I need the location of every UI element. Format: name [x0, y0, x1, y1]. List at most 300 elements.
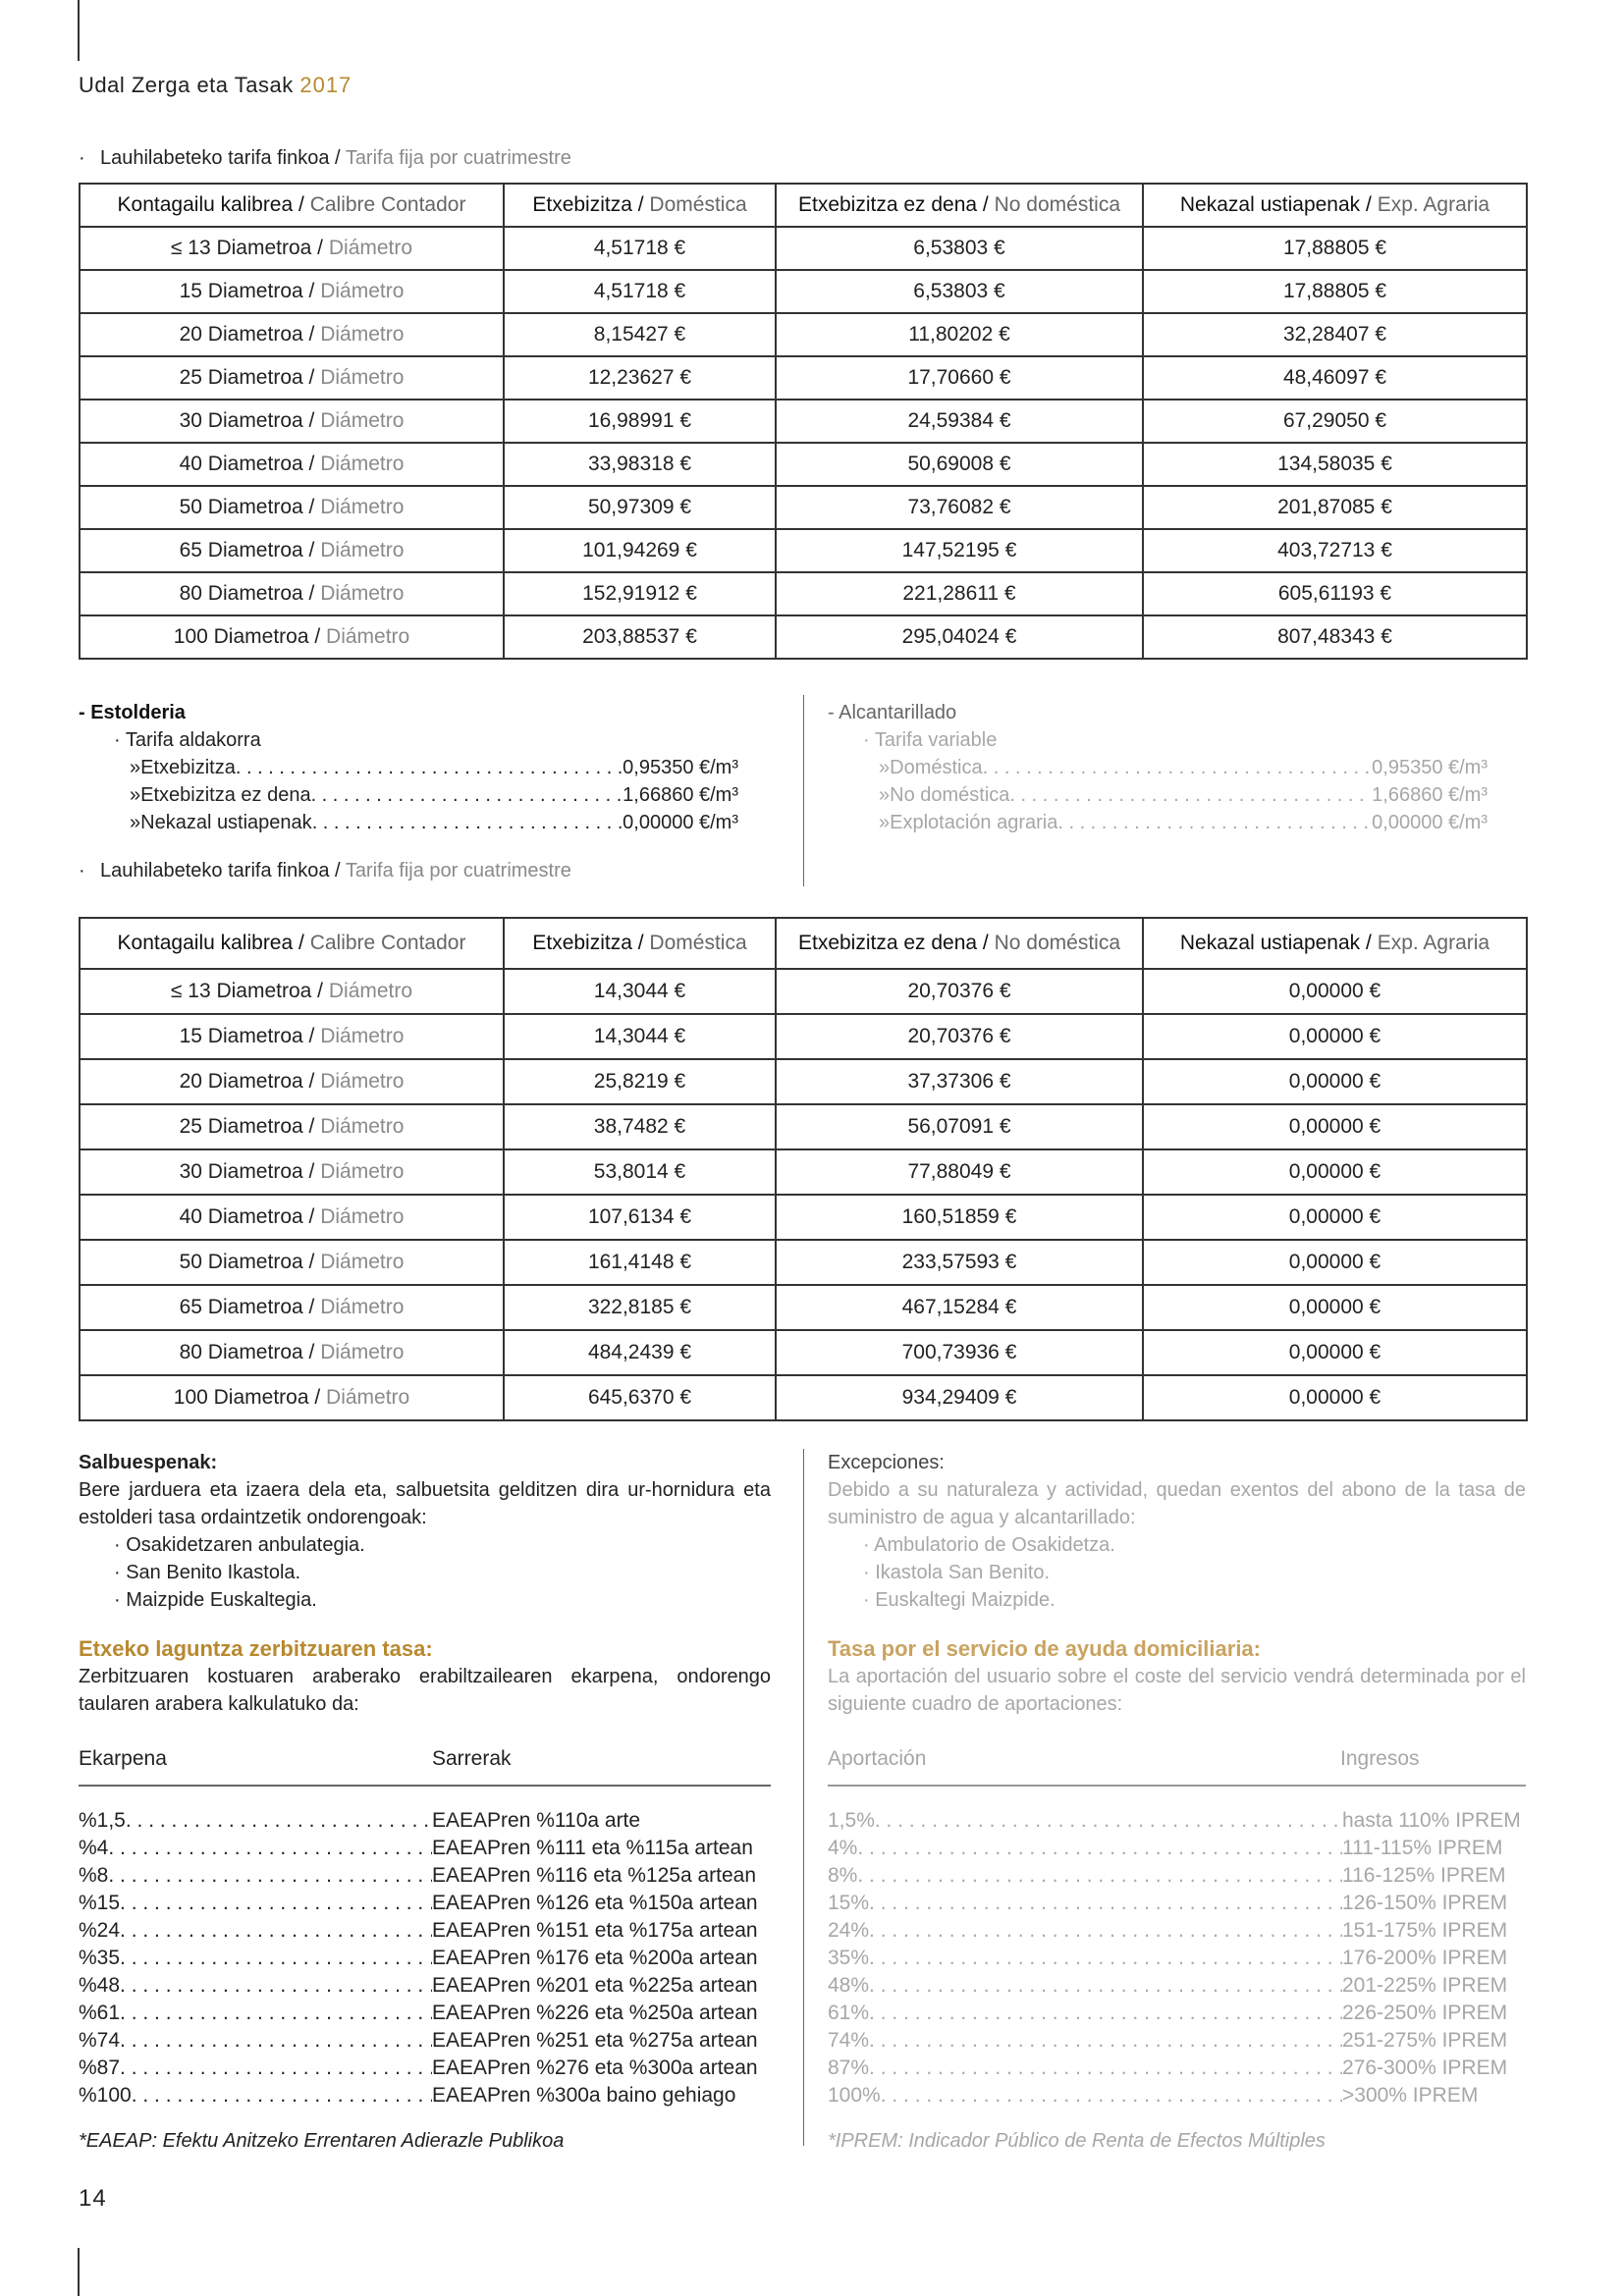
- column-header: Etxebizitza ez dena / No doméstica: [776, 184, 1143, 227]
- price-cell-agr: 0,00000 €: [1143, 1375, 1527, 1420]
- price-cell-nodom: 24,59384 €: [776, 400, 1143, 443]
- table-row: [80, 1375, 1527, 1420]
- rate-label: Etxebizitza: [140, 757, 236, 778]
- price-cell-dom: 203,88537 €: [504, 615, 776, 659]
- contribution-row: [79, 1890, 771, 1917]
- price-cell-nodom: 37,37306 €: [776, 1059, 1143, 1104]
- column-header-eu: Etxebizitza: [532, 193, 632, 216]
- list-item-text: Maizpide Euskaltegia.: [126, 1589, 317, 1611]
- price-cell-agr: 17,88805 €: [1143, 227, 1527, 270]
- dot-leader: [132, 2082, 432, 2109]
- price-cell-nodom: 221,28611 €: [776, 572, 1143, 615]
- chevron-icon: »: [879, 784, 891, 806]
- price-cell-dom: 53,8014 €: [504, 1149, 776, 1195]
- price-cell-agr: 0,00000 €: [1143, 969, 1527, 1014]
- income-range: hasta 110% IPREM: [1342, 1809, 1521, 1832]
- contribution-pct-wrap: [828, 2027, 1342, 2055]
- diameter-eu: 25 Diametroa: [179, 1115, 303, 1138]
- rate-item: [114, 781, 738, 809]
- list-item: [863, 1586, 1526, 1614]
- contribution-list-eu: [79, 1807, 771, 2109]
- list-item: [114, 1559, 771, 1586]
- diameter-eu: 30 Diametroa: [179, 1160, 303, 1183]
- diameter-cell: 20 Diametroa / Diámetro: [80, 313, 504, 356]
- contribution-pct-wrap: [828, 2055, 1342, 2082]
- diameter-cell: 100 Diametroa / Diámetro: [80, 615, 504, 659]
- dot-leader: [312, 809, 623, 836]
- price-cell-dom: 38,7482 €: [504, 1104, 776, 1149]
- rate-value: 1,66860 €/m³: [623, 784, 738, 806]
- price-cell-dom: 107,6134 €: [504, 1195, 776, 1240]
- table-header-row: [80, 184, 1527, 227]
- contribution-pct: %15: [79, 1892, 121, 1914]
- price-cell-agr: 0,00000 €: [1143, 1059, 1527, 1104]
- contribution-row: [828, 1807, 1526, 1835]
- income-range: EAEAPren %151 eta %175a artean: [432, 1919, 758, 1942]
- table-row: [80, 969, 1527, 1014]
- dot-leader: [120, 2055, 432, 2082]
- list-item-text: Ikastola San Benito.: [875, 1562, 1051, 1583]
- column-header: Etxebizitza / Doméstica: [504, 918, 776, 969]
- column-header: Nekazal ustiapenak / Exp. Agraria: [1143, 184, 1527, 227]
- contribution-pct: %4: [79, 1837, 109, 1859]
- bullet-icon: ·: [863, 1534, 875, 1556]
- diameter-cell: 50 Diametroa / Diámetro: [80, 486, 504, 529]
- diameter-eu: 50 Diametroa: [179, 496, 303, 518]
- price-cell-nodom: 160,51859 €: [776, 1195, 1143, 1240]
- divider: [828, 1785, 1526, 1787]
- table-row: [80, 1059, 1527, 1104]
- diameter-es: Diámetro: [320, 1160, 405, 1183]
- home-help-es-text: La aportación del usuario sobre el coste del servicio vendrá determinada por el siguiente cuadro de aportaciones:: [828, 1666, 1526, 1715]
- price-cell-nodom: 700,73936 €: [776, 1330, 1143, 1375]
- column-header-eu: Nekazal ustiapenak: [1179, 193, 1361, 216]
- exemptions-es-text: Debido a su naturaleza y actividad, quedan exentos del abono de la tasa de suministro de agua y alcantarillado:: [828, 1479, 1526, 1528]
- column-header-es: Doméstica: [649, 932, 747, 954]
- dot-leader: [869, 1945, 1342, 1972]
- price-cell-agr: 48,46097 €: [1143, 356, 1527, 400]
- price-cell-nodom: 934,29409 €: [776, 1375, 1143, 1420]
- price-cell-agr: 0,00000 €: [1143, 1195, 1527, 1240]
- table-row: [80, 1240, 1527, 1285]
- tariff2-table: [79, 917, 1528, 1421]
- diameter-eu: 30 Diametroa: [179, 409, 303, 432]
- table-row: [80, 227, 1527, 270]
- price-cell-nodom: 17,70660 €: [776, 356, 1143, 400]
- income-col-header-eu: Sarrerak: [432, 1747, 512, 1770]
- diameter-es: Diámetro: [320, 1070, 405, 1093]
- diameter-eu: 40 Diametroa: [179, 453, 303, 475]
- price-cell-dom: 8,15427 €: [504, 313, 776, 356]
- diameter-cell: 30 Diametroa / Diámetro: [80, 400, 504, 443]
- footnote-eu: *EAEAP: Efektu Anitzeko Errentaren Adierazle Publikoa: [79, 2130, 565, 2152]
- column-header-eu: Kontagailu kalibrea: [117, 932, 294, 954]
- column-header: Etxebizitza / Doméstica: [504, 184, 776, 227]
- contribution-row: [79, 2055, 771, 2082]
- chevron-icon: »: [130, 812, 141, 833]
- diameter-es: Diámetro: [320, 1205, 405, 1228]
- diameter-cell: 40 Diametroa / Diámetro: [80, 1195, 504, 1240]
- diameter-eu: 20 Diametroa: [179, 1070, 303, 1093]
- price-cell-dom: 14,3044 €: [504, 969, 776, 1014]
- contribution-pct-wrap: [828, 1862, 1342, 1890]
- dot-leader: [869, 1917, 1342, 1945]
- contribution-pct: %8: [79, 1864, 109, 1887]
- column-header: Kontagailu kalibrea / Calibre Contador: [80, 184, 504, 227]
- diameter-es: Diámetro: [320, 1115, 405, 1138]
- list-item: [863, 1531, 1526, 1559]
- income-range: EAEAPren %276 eta %300a artean: [432, 2056, 758, 2079]
- income-range: 126-150% IPREM: [1342, 1892, 1508, 1914]
- income-range: EAEAPren %201 eta %225a artean: [432, 1974, 758, 1997]
- column-header-es: Exp. Agraria: [1377, 193, 1490, 216]
- list-item-text: San Benito Ikastola.: [126, 1562, 301, 1583]
- price-cell-agr: 0,00000 €: [1143, 1330, 1527, 1375]
- bullet-icon: ·: [79, 860, 85, 881]
- diameter-es: Diámetro: [320, 1296, 405, 1318]
- contribution-pct: %48: [79, 1974, 121, 1997]
- income-range: 276-300% IPREM: [1342, 2056, 1508, 2079]
- contribution-row: [828, 1862, 1526, 1890]
- income-range: EAEAPren %176 eta %200a artean: [432, 1947, 758, 1969]
- income-range: EAEAPren %126 eta %150a artean: [432, 1892, 758, 1914]
- price-cell-agr: 403,72713 €: [1143, 529, 1527, 572]
- diameter-cell: 20 Diametroa / Diámetro: [80, 1059, 504, 1104]
- contribution-row: [828, 2027, 1526, 2055]
- price-cell-nodom: 6,53803 €: [776, 227, 1143, 270]
- dot-leader: [869, 2027, 1342, 2055]
- bullet-icon: ·: [114, 1589, 127, 1611]
- contribution-row: [79, 1862, 771, 1890]
- contribution-pct-wrap: [79, 1917, 432, 1945]
- income-range: 201-225% IPREM: [1342, 1974, 1508, 1997]
- rate-item: [863, 781, 1488, 809]
- home-help-eu-title: Etxeko laguntza zerbitzuaren tasa:: [79, 1636, 433, 1661]
- price-cell-dom: 645,6370 €: [504, 1375, 776, 1420]
- income-range: 116-125% IPREM: [1342, 1864, 1506, 1887]
- diameter-eu: 50 Diametroa: [179, 1251, 303, 1273]
- diameter-eu: 20 Diametroa: [179, 323, 303, 346]
- exemptions-eu-title: Salbuespenak:: [79, 1452, 218, 1473]
- contribution-row: [828, 1945, 1526, 1972]
- dot-leader: [869, 1890, 1342, 1917]
- price-cell-agr: 32,28407 €: [1143, 313, 1527, 356]
- diameter-cell: 40 Diametroa / Diámetro: [80, 443, 504, 486]
- home-help-eu: [79, 1635, 771, 1718]
- chevron-icon: »: [879, 757, 891, 778]
- table-row: [80, 270, 1527, 313]
- page-header: [79, 73, 352, 98]
- column-header-es: Calibre Contador: [309, 932, 466, 954]
- diameter-es: Diámetro: [328, 980, 413, 1002]
- diameter-cell: 15 Diametroa / Diámetro: [80, 270, 504, 313]
- rate-item: [114, 754, 738, 781]
- bullet-icon: ·: [863, 1562, 876, 1583]
- contribution-pct-wrap: [79, 2027, 432, 2055]
- diameter-es: Diámetro: [320, 1251, 405, 1273]
- contribution-pct: 1,5%: [828, 1809, 875, 1832]
- sewer-eu: [79, 699, 756, 836]
- column-header-eu: Etxebizitza ez dena: [797, 932, 978, 954]
- price-cell-agr: 17,88805 €: [1143, 270, 1527, 313]
- dot-leader: [1057, 809, 1372, 836]
- diameter-cell: 65 Diametroa / Diámetro: [80, 1285, 504, 1330]
- contribution-pct-wrap: [79, 1862, 432, 1890]
- contribution-pct: %35: [79, 1947, 121, 1969]
- dot-leader: [983, 754, 1373, 781]
- price-cell-nodom: 233,57593 €: [776, 1240, 1143, 1285]
- dot-leader: [236, 754, 623, 781]
- income-range: 151-175% IPREM: [1342, 1919, 1508, 1942]
- rate-item: [863, 754, 1488, 781]
- table-row: [80, 356, 1527, 400]
- table-row: [80, 1104, 1527, 1149]
- dot-leader: [311, 781, 623, 809]
- income-range: 226-250% IPREM: [1342, 2002, 1508, 2024]
- bullet-icon: ·: [863, 1589, 876, 1611]
- diameter-es: Diámetro: [320, 496, 405, 518]
- column-separator: [803, 695, 804, 886]
- price-cell-nodom: 295,04024 €: [776, 615, 1143, 659]
- contribution-pct-wrap: [828, 2082, 1342, 2109]
- column-header-eu: Kontagailu kalibrea: [117, 193, 294, 216]
- sewer-eu-title: - Estolderia: [79, 702, 186, 723]
- price-cell-agr: 201,87085 €: [1143, 486, 1527, 529]
- bullet-icon: ·: [79, 147, 85, 169]
- income-range: EAEAPren %111 eta %115a artean: [432, 1837, 753, 1859]
- dot-leader: [869, 2055, 1342, 2082]
- dot-leader: [126, 1807, 432, 1835]
- contribution-pct: 48%: [828, 1974, 870, 1997]
- rate-label: Etxebizitza ez dena: [140, 784, 311, 806]
- price-cell-nodom: 6,53803 €: [776, 270, 1143, 313]
- rate-label: Explotación agraria: [890, 812, 1058, 833]
- income-range: 176-200% IPREM: [1342, 1947, 1508, 1969]
- price-cell-agr: 807,48343 €: [1143, 615, 1527, 659]
- dot-leader: [869, 2000, 1342, 2027]
- header-title: Udal Zerga eta Tasak: [79, 73, 294, 97]
- margin-line-top: [78, 0, 80, 61]
- sewer-eu-items: [79, 754, 756, 836]
- page-number: 14: [79, 2185, 107, 2212]
- dot-leader: [120, 2000, 432, 2027]
- contribution-row: [828, 1917, 1526, 1945]
- price-cell-dom: 25,8219 €: [504, 1059, 776, 1104]
- price-cell-dom: 33,98318 €: [504, 443, 776, 486]
- contribution-list-es: [828, 1807, 1526, 2109]
- exemptions-eu-text: Bere jarduera eta izaera dela eta, salbuetsita gelditzen dira ur-hornidura eta estolderi tasa ordaintzetik ondorengoak:: [79, 1479, 771, 1528]
- diameter-es: Diámetro: [320, 453, 405, 475]
- rate-item: [863, 809, 1488, 836]
- column-header-es: Doméstica: [649, 193, 747, 216]
- table-row: [80, 572, 1527, 615]
- sewer-es-items: [828, 754, 1505, 836]
- income-range: EAEAPren %226 eta %250a artean: [432, 2002, 758, 2024]
- contribution-pct: 87%: [828, 2056, 870, 2079]
- contribution-row: [79, 2027, 771, 2055]
- contribution-pct: %24: [79, 1919, 121, 1942]
- list-item: [114, 1586, 771, 1614]
- contribution-pct-wrap: [79, 1807, 432, 1835]
- contribution-col-header-eu: Ekarpena: [79, 1747, 167, 1770]
- contribution-pct-wrap: [828, 1917, 1342, 1945]
- diameter-eu: 15 Diametroa: [179, 280, 303, 302]
- contribution-row: [79, 1972, 771, 2000]
- price-cell-nodom: 20,70376 €: [776, 969, 1143, 1014]
- dot-leader: [857, 1835, 1342, 1862]
- contribution-row: [79, 1945, 771, 1972]
- dot-leader: [120, 1945, 432, 1972]
- diameter-es: Diámetro: [320, 1341, 405, 1363]
- column-separator: [803, 1449, 804, 2146]
- rate-label: No doméstica: [890, 784, 1010, 806]
- diameter-es: Diámetro: [328, 237, 413, 259]
- rate-value: 1,66860 €/m³: [1372, 784, 1488, 806]
- price-cell-agr: 0,00000 €: [1143, 1149, 1527, 1195]
- column-header: Nekazal ustiapenak / Exp. Agraria: [1143, 918, 1527, 969]
- table-row: [80, 486, 1527, 529]
- rate-value: 0,95350 €/m³: [1372, 757, 1488, 778]
- tariff1-table: [79, 183, 1528, 660]
- contribution-pct-wrap: [828, 1835, 1342, 1862]
- diameter-es: Diámetro: [320, 280, 405, 302]
- price-cell-agr: 605,61193 €: [1143, 572, 1527, 615]
- contribution-pct: %74: [79, 2029, 121, 2052]
- divider: [79, 1785, 771, 1787]
- diameter-cell: ≤ 13 Diametroa / Diámetro: [80, 969, 504, 1014]
- contribution-pct-wrap: [828, 1890, 1342, 1917]
- sewer-es: [828, 699, 1505, 836]
- contribution-pct: 15%: [828, 1892, 870, 1914]
- home-help-eu-text: Zerbitzuaren kostuaren araberako erabiltzailearen ekarpena, ondorengo taularen arabera kalkulatuko da:: [79, 1666, 771, 1715]
- price-cell-dom: 152,91912 €: [504, 572, 776, 615]
- diameter-eu: 65 Diametroa: [179, 1296, 303, 1318]
- column-header-eu: Nekazal ustiapenak: [1179, 932, 1361, 954]
- dot-leader: [857, 1862, 1342, 1890]
- diameter-cell: 25 Diametroa / Diámetro: [80, 1104, 504, 1149]
- diameter-eu: 65 Diametroa: [179, 539, 303, 561]
- dot-leader: [875, 1807, 1342, 1835]
- price-cell-agr: 0,00000 €: [1143, 1240, 1527, 1285]
- contribution-row: [828, 1835, 1526, 1862]
- price-cell-dom: 16,98991 €: [504, 400, 776, 443]
- diameter-es: Diámetro: [326, 1386, 410, 1409]
- price-cell-nodom: 11,80202 €: [776, 313, 1143, 356]
- diameter-eu: 100 Diametroa: [173, 1386, 309, 1409]
- price-cell-agr: 0,00000 €: [1143, 1014, 1527, 1059]
- table-row: [80, 1014, 1527, 1059]
- contribution-row: [79, 1835, 771, 1862]
- chevron-icon: »: [130, 784, 141, 806]
- dot-leader: [120, 2027, 432, 2055]
- contribution-pct: 61%: [828, 2002, 870, 2024]
- contribution-pct: 24%: [828, 1919, 870, 1942]
- rate-value: 0,95350 €/m³: [623, 757, 738, 778]
- rate-value: 0,00000 €/m³: [1372, 812, 1488, 833]
- contribution-pct: %100: [79, 2084, 132, 2107]
- contribution-pct: %61: [79, 2002, 121, 2024]
- price-cell-dom: 161,4148 €: [504, 1240, 776, 1285]
- income-col-header-es: Ingresos: [1340, 1747, 1420, 1770]
- diameter-cell: 25 Diametroa / Diámetro: [80, 356, 504, 400]
- diameter-cell: 30 Diametroa / Diámetro: [80, 1149, 504, 1195]
- dot-leader: [1009, 781, 1372, 809]
- tariff2-title: · Lauhilabeteko tarifa finkoa / Tarifa fija por cuatrimestre: [79, 860, 571, 881]
- tariff1-title: · Lauhilabeteko tarifa finkoa / Tarifa fija por cuatrimestre: [79, 147, 571, 169]
- exemptions-eu-list: [79, 1531, 771, 1614]
- list-item-text: Osakidetzaren anbulategia.: [126, 1534, 365, 1556]
- price-cell-nodom: 73,76082 €: [776, 486, 1143, 529]
- diameter-eu: 15 Diametroa: [179, 1025, 303, 1047]
- table-header-row: [80, 918, 1527, 969]
- table-row: [80, 1330, 1527, 1375]
- diameter-eu: 25 Diametroa: [179, 366, 303, 389]
- contribution-row: [828, 1890, 1526, 1917]
- price-cell-dom: 12,23627 €: [504, 356, 776, 400]
- diameter-es: Diámetro: [320, 539, 405, 561]
- column-header-es: Calibre Contador: [309, 193, 466, 216]
- rate-label: Nekazal ustiapenak: [140, 812, 312, 833]
- contribution-pct: 4%: [828, 1837, 858, 1859]
- contribution-pct: %87: [79, 2056, 121, 2079]
- dot-leader: [120, 1917, 432, 1945]
- contribution-pct-wrap: [79, 2082, 432, 2109]
- bullet-icon: ·: [114, 1562, 127, 1583]
- dot-leader: [108, 1862, 432, 1890]
- chevron-icon: »: [130, 757, 141, 778]
- table-row: [80, 1149, 1527, 1195]
- dot-leader: [869, 1972, 1342, 2000]
- exemptions-es-title: Excepciones:: [828, 1452, 945, 1473]
- price-cell-agr: 0,00000 €: [1143, 1104, 1527, 1149]
- table-row: [80, 1195, 1527, 1240]
- diameter-eu: 100 Diametroa: [173, 625, 309, 648]
- chevron-icon: »: [879, 812, 891, 833]
- contribution-pct: 8%: [828, 1864, 858, 1887]
- diameter-cell: 80 Diametroa / Diámetro: [80, 572, 504, 615]
- price-cell-nodom: 467,15284 €: [776, 1285, 1143, 1330]
- contribution-row: [79, 1807, 771, 1835]
- price-cell-dom: 322,8185 €: [504, 1285, 776, 1330]
- margin-line-bottom: [78, 2248, 80, 2296]
- rate-item: [114, 809, 738, 836]
- income-range: EAEAPren %116 eta %125a artean: [432, 1864, 757, 1887]
- diameter-eu: ≤ 13 Diametroa: [170, 237, 312, 259]
- contribution-row: [79, 2082, 771, 2109]
- list-item: [114, 1531, 771, 1559]
- income-range: EAEAPren %110a arte: [432, 1809, 641, 1832]
- contribution-row: [79, 1917, 771, 1945]
- diameter-cell: 100 Diametroa / Diámetro: [80, 1375, 504, 1420]
- diameter-eu: 80 Diametroa: [179, 1341, 303, 1363]
- contribution-pct-wrap: [79, 2055, 432, 2082]
- income-range: >300% IPREM: [1342, 2084, 1479, 2107]
- contribution-pct-wrap: [79, 1890, 432, 1917]
- dot-leader: [881, 2082, 1342, 2109]
- contribution-pct-wrap: [828, 1807, 1342, 1835]
- column-header-es: No doméstica: [994, 193, 1120, 216]
- contribution-row: [828, 2000, 1526, 2027]
- contribution-pct: %1,5: [79, 1809, 126, 1832]
- price-cell-dom: 4,51718 €: [504, 270, 776, 313]
- diameter-es: Diámetro: [320, 1025, 405, 1047]
- list-item: [863, 1559, 1526, 1586]
- contribution-pct-wrap: [79, 1835, 432, 1862]
- diameter-eu: 40 Diametroa: [179, 1205, 303, 1228]
- income-range: EAEAPren %300a baino gehiago: [432, 2084, 736, 2107]
- contribution-pct: 74%: [828, 2029, 870, 2052]
- table-row: [80, 443, 1527, 486]
